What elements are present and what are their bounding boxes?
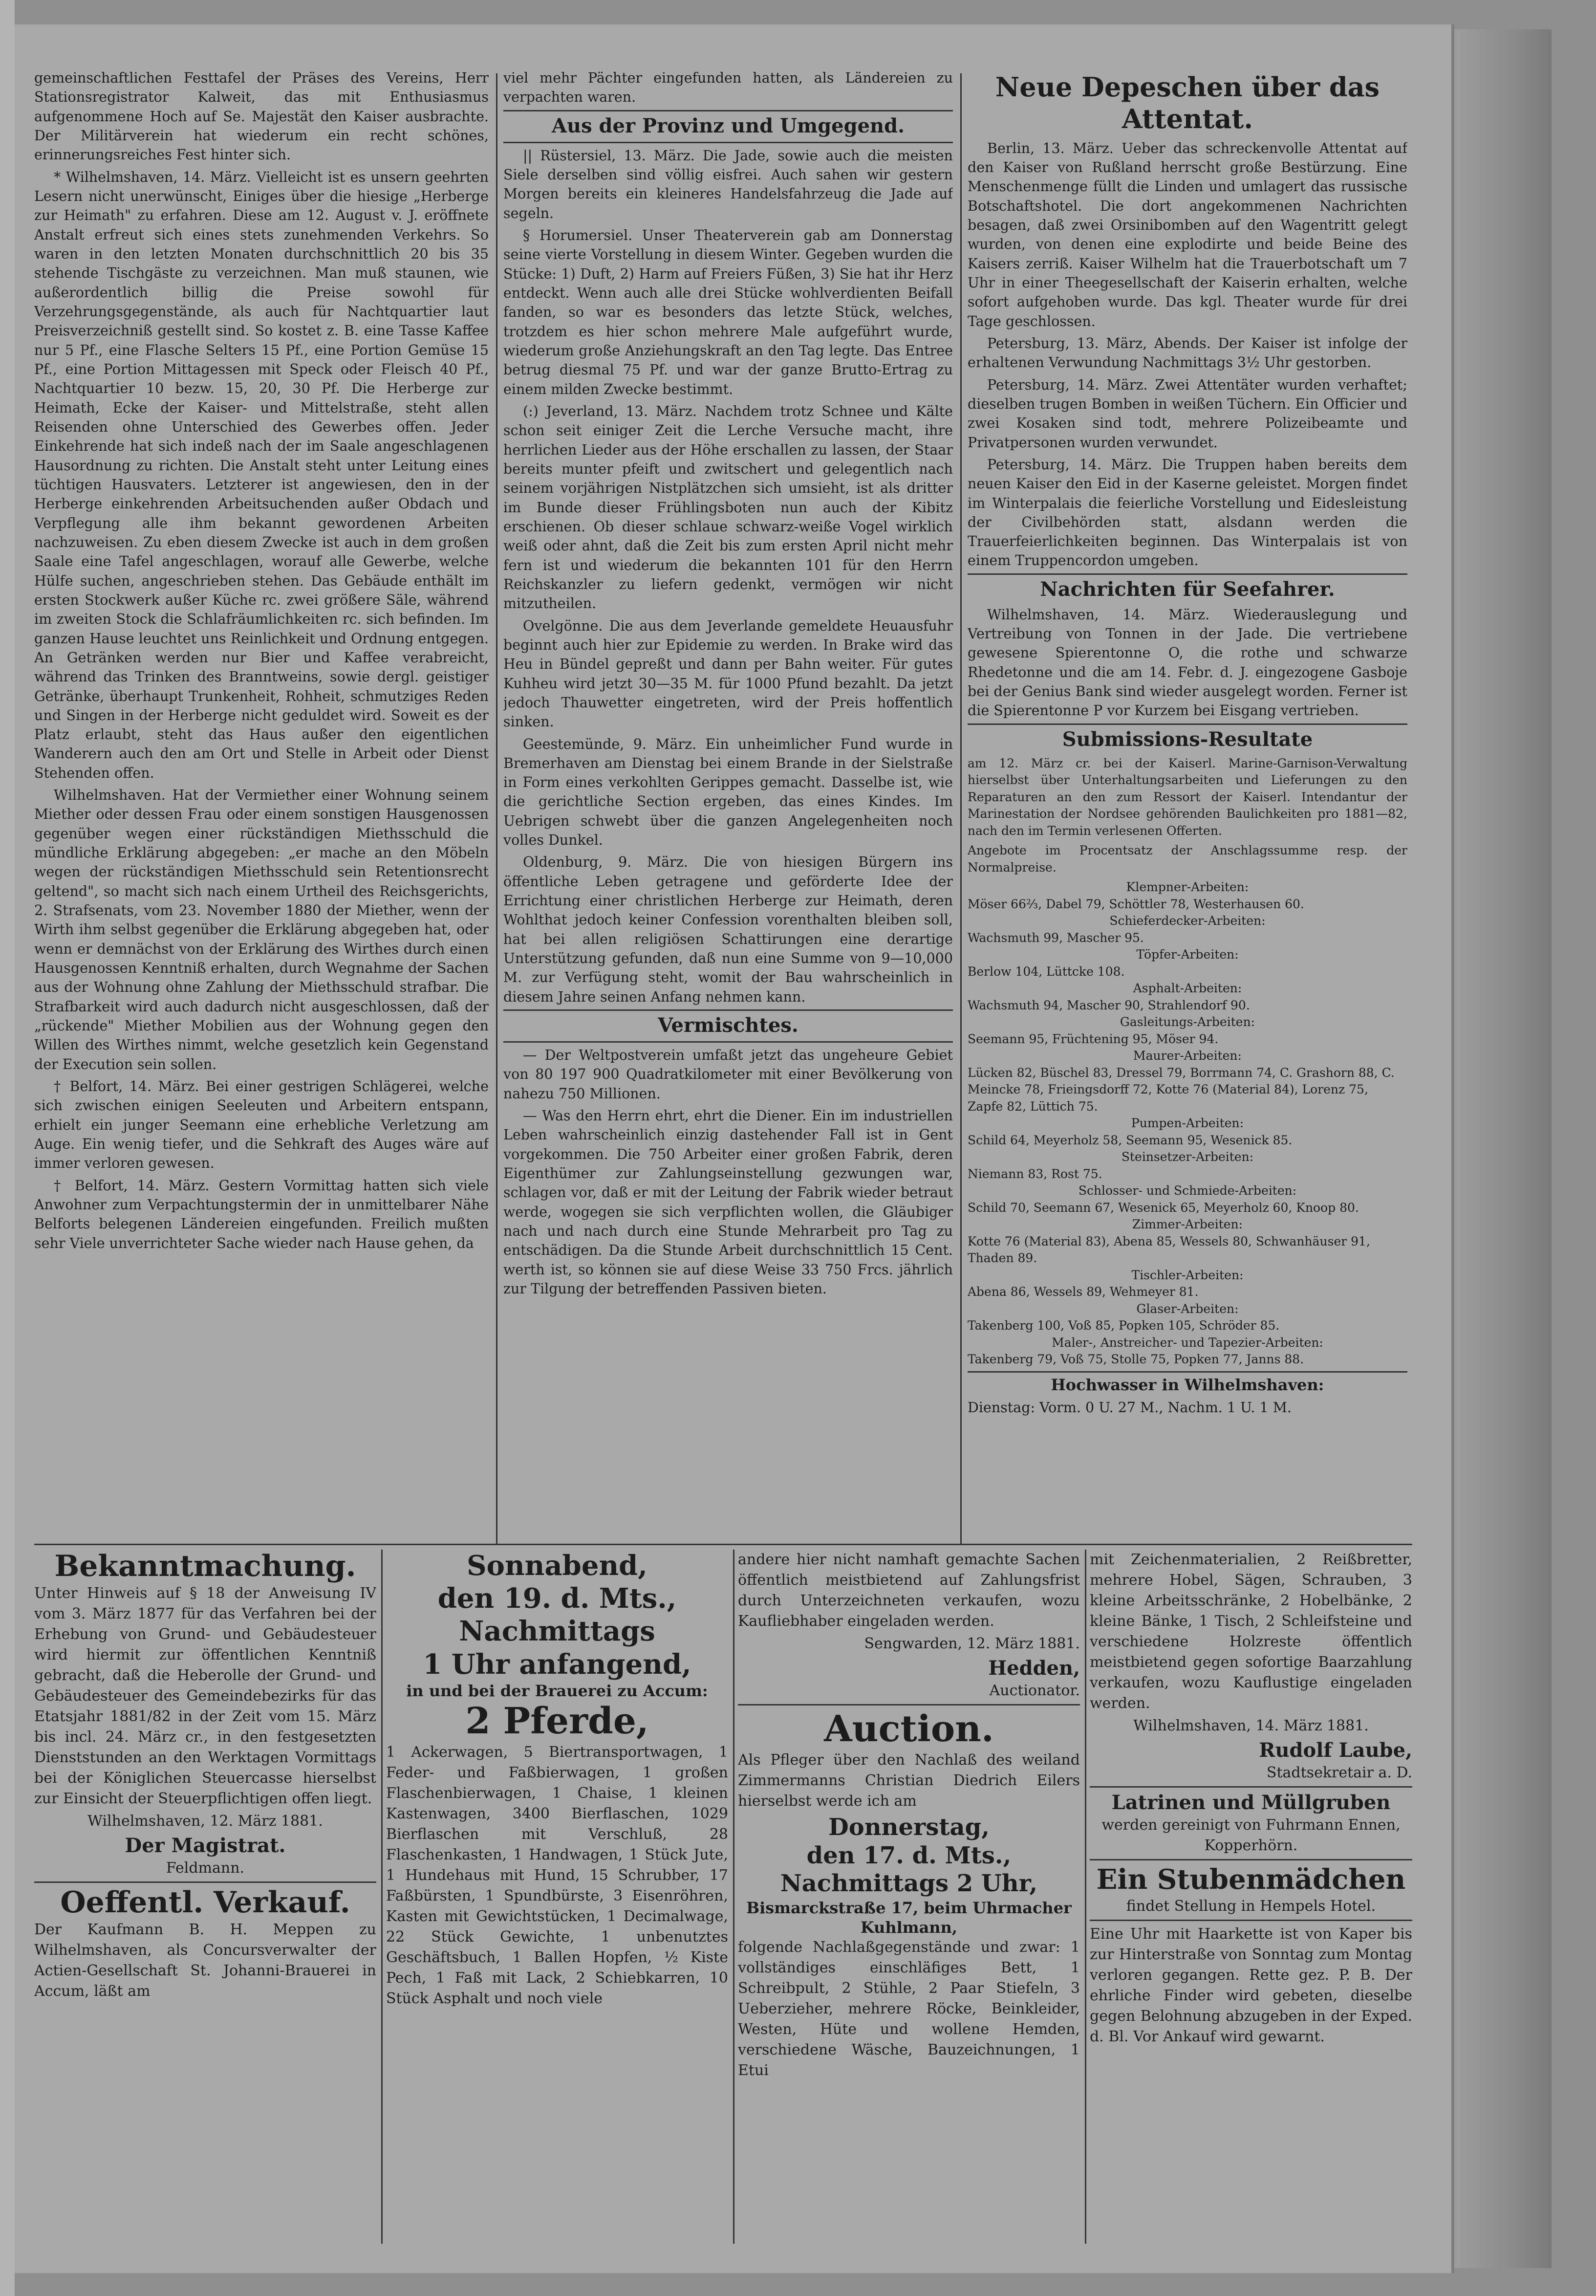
- ad-title: Bekanntmachung.: [54, 1550, 356, 1583]
- ad-title: Latrinen und Müllgruben: [1111, 1791, 1391, 1814]
- ad-divider: [733, 1550, 734, 2244]
- ad-text: findet Stellung in Hempels Hotel.: [1126, 1898, 1376, 1915]
- ad-location: Bismarckstraße 17, beim Uhrmacher Kuhlmann,: [746, 1898, 1072, 1937]
- bid-list: Niemann 83, Rost 75.: [968, 1166, 1102, 1181]
- binding-strip: [0, 0, 15, 2296]
- column-3: [968, 68, 1407, 1540]
- trade-category: Schieferdecker-Arbeiten:: [1109, 914, 1266, 928]
- trade-category: Steinsetzer-Arbeiten:: [1121, 1150, 1254, 1164]
- ad-headline: Nachmittags: [459, 1615, 655, 1648]
- trade-category: Gasleitungs-Arbeiten:: [1120, 1015, 1255, 1029]
- bid-list: Takenberg 100, Voß 85, Popken 105, Schröder 85.: [968, 1318, 1280, 1333]
- section-heading: Submissions-Resultate: [1062, 727, 1313, 751]
- submission-intro: am 12. März cr. bei der Kaiserl. Marine-Garnison-Verwaltung hierselbst über Unterhaltungsarbeiten und Lieferungen zu den Reparaturen an den zum Ressort der Kaiserl. Intendantur der Marinestation der Nordsee gehörenden Baulichkeiten pro 1881—82, nach den im Termin verlesenen Offerten.: [968, 756, 1407, 838]
- submission-results: [968, 755, 1407, 1368]
- ad-name: Feldmann.: [166, 1859, 245, 1877]
- article-text: § Horumersiel. Unser Theaterverein gab am Donnerstag seine vierte Vorstellung in diesem Winter. Gegeben wurden die Stücke: 1) Duft, 2) Harm auf Freiers Füßen, 3) Sie hat ihr Herz entdeckt. Wenn auch alle drei Stücke wohlverdienten Beifall fanden, so war es besonders das letzte Stück, welches, trotzdem es hier schon mehrere Male aufgeführt wurde, wiederum große Anziehungskraft an den Tag legte. Das Entree betrug diesmal 75 Pf. und war der ganze Brutto-Ertrag zu einem milden Zwecke bestimmt.: [503, 227, 953, 397]
- ad-signature: Rudolf Laube,: [1259, 1739, 1412, 1762]
- ad-text: folgende Nachlaßgegenstände und zwar: 1 vollständiges einschläfiges Bett, 1 Schreibpult, 2 Stühle, 2 Paar Stiefeln, 3 Ueberzieher, mehrere Röcke, Beinkleider, Westen, Hüte und wollene Hemden, verschiedene Wäsche, Bauzeichnungen, 1 Etui: [738, 1938, 1080, 2079]
- ad-headline: Donnerstag,: [828, 1814, 990, 1841]
- divider: [968, 723, 1407, 725]
- ads-divider: [34, 1544, 1412, 1545]
- page-edge: [1454, 29, 1552, 2268]
- ad-signature: Der Magistrat.: [125, 1834, 286, 1857]
- divider: [503, 1009, 953, 1011]
- ad-headline: 2 Pferde,: [465, 1700, 649, 1742]
- trade-category: Pumpen-Arbeiten:: [1131, 1116, 1244, 1131]
- divider: [503, 110, 953, 111]
- ad-headline: den 19. d. Mts.,: [437, 1582, 677, 1615]
- bid-list: Takenberg 79, Voß 75, Stolle 75, Popken 77, Janns 88.: [968, 1352, 1304, 1367]
- article-text: † Belfort, 14. März. Bei einer gestrigen Schlägerei, welche sich zwischen einigen Seeleuten und Arbeitern entspann, erhielt ein junger Seemann eine erhebliche Verletzung am Auge. Ein wenig tiefer, und die Sehkraft des Auges wäre auf immer verloren gewesen.: [34, 1078, 489, 1172]
- article-text: Oldenburg, 9. März. Die von hiesigen Bürgern ins öffentliche Leben getragene und geförderte Idee der Errichtung einer christlichen Herberge zur Heimath, deren Wohlthat jedoch keiner Confession vorenthalten bleiben soll, hat bei allen religiösen Schattirungen eine derartige Unterstützung gefunden, daß nun eine Summe von 9—10,000 M. zur Verfügung steht, womit der Bau wahrscheinlich in diesem Jahre seinen Anfang nehmen kann.: [503, 854, 953, 1005]
- trade-category: Klempner-Arbeiten:: [1126, 880, 1249, 895]
- article-text: gemeinschaftlichen Festtafel der Präses des Vereins, Herr Stationsregistrator Kalweit, das mit Enthusiasmus aufgenommene Hoch auf Se. Majestät den Kaiser ausbrachte. Der Militärverein hat wiederum ein recht schönes, erinnerungsreiches Fest hinter sich.: [34, 70, 489, 163]
- advertisement-1: [34, 1550, 376, 2234]
- ad-text: Als Pfleger über den Nachlaß des weiland Zimmermanns Christian Diedrich Eilers hierselbst werde ich am: [738, 1751, 1080, 1810]
- ad-divider: [1085, 1550, 1086, 2244]
- divider: [1090, 1859, 1412, 1860]
- ad-role: Stadtsekretair a. D.: [1266, 1764, 1412, 1781]
- bid-list: Berlow 104, Lüttcke 108.: [968, 964, 1125, 979]
- bid-list: Möser 66⅔, Dabel 79, Schöttler 78, Westerhausen 60.: [968, 897, 1304, 911]
- tide-times: Dienstag: Vorm. 0 U. 27 M., Nachm. 1 U. 1 M.: [968, 1399, 1292, 1416]
- section-heading: Aus der Provinz und Umgegend.: [551, 114, 905, 137]
- ad-date: Wilhelmshaven, 12. März 1881.: [87, 1813, 323, 1830]
- ad-title: Oeffentl. Verkauf.: [60, 1885, 350, 1920]
- article-text: † Belfort, 14. März. Gestern Vormittag hatten sich viele Anwohner zum Verpachtungstermin der in unmittelbarer Nähe Belforts belegenen Ländereien eingefunden. Freilich mußten sehr Viele unverrichteter Sache wieder nach Hause gehen, da: [34, 1177, 489, 1251]
- divider: [34, 1881, 376, 1883]
- ad-divider: [381, 1550, 383, 2244]
- section-heading: Vermischtes.: [658, 1014, 798, 1037]
- article-text: (:) Jeverland, 13. März. Nachdem trotz Schnee und Kälte schon seit einiger Zeit die Lerche Versuche macht, ihre herrlichen Lieder aus der Höhe erschallen zu lassen, der Staar bereits munter pfeift und zwitschert und gelegentlich nach seinem vorjährigen Nistplätzchen sich umsieht, ist als dritter im Bunde dieser Frühlingsboten nun auch der Kibitz erschienen. Ob dieser schlaue schwarz-weiße Vogel wirklich weiß oder ahnt, daß die Zeit bis zum ersten April nicht mehr fern ist und wiederum die bekannten 101 für den Herrn Reichskanzler zu liefern gedenkt, vermögen wir nicht mitzutheilen.: [503, 403, 953, 612]
- article-text: Petersburg, 14. März. Die Truppen haben bereits dem neuen Kaiser den Eid in der Kaserne geleistet. Morgen findet im Winterpalais die feierliche Vorstellung und Eidesleistung der Civilbehörden statt, alsdann werden die Trauerfeierlichkeiten beginnen. Das Winterpalais ist von einem Truppencordon umgeben.: [968, 456, 1407, 569]
- section-heading: Hochwasser in Wilhelmshaven:: [1051, 1375, 1324, 1394]
- ad-headline: Sonnabend,: [467, 1550, 647, 1582]
- submission-note: Angebote im Procentsatz der Anschlagssumme resp. der Normalpreise.: [968, 843, 1407, 875]
- bid-list: Lücken 82, Büschel 83, Dressel 79, Borrmann 74, C. Grashorn 88, C. Meincke 78, Frieingsdorff 72, Kotte 76 (Material 84), Lorenz 75, Zapfe 82, Lüttich 75.: [968, 1065, 1395, 1114]
- bid-list: Seemann 95, Früchtening 95, Möser 94.: [968, 1031, 1219, 1046]
- bid-list: Schild 64, Meyerholz 58, Seemann 95, Wesenick 85.: [968, 1133, 1293, 1147]
- article-text: Petersburg, 13. März, Abends. Der Kaiser ist infolge der erhaltenen Verwundung Nachmittags 3½ Uhr gestorben.: [968, 335, 1407, 371]
- ad-title: Ein Stubenmädchen: [1096, 1863, 1406, 1896]
- trade-category: Tischler-Arbeiten:: [1131, 1268, 1244, 1282]
- advertisement-3: [738, 1550, 1080, 2234]
- ad-text: 1 Ackerwagen, 5 Biertransportwagen, 1 Feder- und Faßbierwagen, 1 großen Flaschenbierwagen, 1 Chaise, 1 kleinen Kastenwagen, 3400 Bierflaschen, 1029 Bierflaschen mit Verschluß, 28 Flaschenkasten, 1 Handwagen, 1 Stück Jute, 1 Hundehaus mit Hund, 15 Schrubber, 17 Faßbürsten, 1 Spundbürste, 3 Eisenröhren, Kasten mit Gewichtstücken, 1 Decimalwage, 22 Stück Gewichte, 1 unbenutztes Geschäftsbuch, 1 Ballen Hopfen, ½ Kiste Pech, 1 Faß mit Lack, 2 Schiebkarren, 10 Stück Asphalt und noch viele: [386, 1743, 728, 2007]
- article-text: * Wilhelmshaven, 14. März. Vielleicht ist es unsern geehrten Lesern nicht unerwünscht, Einiges über die hiesige „Herberge zur Heimath" zu erfahren. Diese am 12. August v. J. eröffnete Anstalt erfreut sich eines stets zunehmenden Verkehrs. So waren in den letzten Monaten durchschnittlich 20 bis 35 stehende Tischgäste zu verzeichnen. Man muß staunen, wie außerordentlich billig die Preise sowohl für Verzehrungsgegenstände, als auch für Nachtquartier laut Preisverzeichniß gestellt sind. So kostet z. B. eine Tasse Kaffee nur 5 Pf., eine Flasche Selters 15 Pf., eine Portion Gemüse 15 Pf., eine Portion Mittagessen mit Speck oder Fleisch 40 Pf., Nachtquartier 10 bezw. 15, 20, 30 Pf. Die Herberge zur Heimath, Ecke der Kaiser- und Mittelstraße, steht allen Reisenden ohne Unterschied des Gewerbes offen. Jeder Einkehrende hat sich indeß nach der im Saale angeschlagenen Hausordnung zu richten. Die Anstalt steht unter Leitung eines tüchtigen Hausvaters. Letzterer ist angewiesen, den in der Herberge einkehrenden Arbeitsuchenden außer Obdach und Verpflegung alle ihm bekannt gewordenen Arbeiten nachzuweisen. Zu eben diesem Zwecke ist auch in dem großen Saale eine Tafel angeschlagen, worauf alle Gewerbe, welche Hülfe suchen, angeschrieben stehen. Das Gebäude enthält im ersten Stockwerk außer Küche rc. zwei größere Säle, während im zweiten Stock die Schlafräumlichkeiten rc. sich befinden. Im ganzen Hause leuchtet uns Reinlichkeit und Ordnung entgegen. An Getränken werden nur Bier und Kaffee verabreicht, während das Trinken des Branntweins, sowie dergl. geistiger Getränke, überhaupt Trunkenheit, Rohheit, schmutziges Reden und Singen in der Herberge nicht geduldet wird. Soweit es der Platz erlaubt, steht das Haus außer den eigentlichen Wanderern auch den am Ort und Stelle in Arbeit oder Dienst Stehenden offen.: [34, 169, 489, 781]
- article-text: Wilhelmshaven, 14. März. Wiederauslegung und Vertreibung von Tonnen in der Jade. Die vertriebene gewesene Spierentonne O, die rothe und schwarze Rhedetonne und die am 14. Febr. d. J. eingezogene Gasboje bei der Genius Bank sind wieder ausgelegt worden. Ferner ist die Spierentonne P vor Kurzem bei Eisgang vertrieben.: [968, 606, 1407, 719]
- ad-text: Eine Uhr mit Haarkette ist von Kaper bis zur Hinterstraße von Sonntag zum Montag verloren gegangen. Rette gez. P. B. Der ehrliche Finder wird gebeten, dieselbe gegen Belohnung abzugeben in der Exped. d. Bl. Vor Ankauf wird gewarnt.: [1090, 1925, 1412, 2046]
- divider: [738, 1704, 1080, 1706]
- bid-list: Schild 70, Seemann 67, Wesenick 65, Meyerholz 60, Knoop 80.: [968, 1200, 1359, 1215]
- trade-category: Maurer-Arbeiten:: [1133, 1049, 1242, 1063]
- column-1: [34, 68, 489, 1540]
- ad-headline: Nachmittags 2 Uhr,: [780, 1870, 1038, 1898]
- ad-role: Auctionator.: [989, 1682, 1080, 1699]
- section-heading: Nachrichten für Seefahrer.: [1040, 577, 1335, 601]
- trade-category: Glaser-Arbeiten:: [1136, 1301, 1239, 1316]
- bid-list: Wachsmuth 94, Mascher 90, Strahlendorf 90.: [968, 998, 1250, 1012]
- advertisement-2: [386, 1550, 728, 2234]
- article-text: viel mehr Pächter eingefunden hatten, als Ländereien zu verpachten waren.: [503, 70, 953, 106]
- ad-date: Sengwarden, 12. März 1881.: [864, 1635, 1080, 1652]
- section-heading: Neue Depeschen über das Attentat.: [995, 71, 1380, 134]
- trade-category: Maler-, Anstreicher- und Tapezier-Arbeiten:: [1052, 1335, 1323, 1350]
- bid-list: Kotte 76 (Material 83), Abena 85, Wessels 80, Schwanhäuser 91, Thaden 89.: [968, 1234, 1370, 1266]
- column-2: [503, 68, 953, 1540]
- trade-category: Schlosser- und Schmiede-Arbeiten:: [1078, 1183, 1297, 1198]
- ad-text: werden gereinigt von Fuhrmann Ennen, Kopperhörn.: [1101, 1816, 1401, 1854]
- article-text: || Rüstersiel, 13. März. Die Jade, sowie auch die meisten Siele derselben sind völlig eisfrei. Auch sahen wir gestern Morgen bereits ein kleineres Handelsfahrzeug die Jade auf segeln.: [503, 147, 953, 221]
- trade-category: Zimmer-Arbeiten:: [1132, 1217, 1243, 1232]
- divider: [503, 142, 953, 143]
- ad-location: in und bei der Brauerei zu Accum:: [406, 1681, 708, 1700]
- divider: [1090, 1920, 1412, 1921]
- divider: [968, 1371, 1407, 1373]
- column-divider: [960, 73, 962, 1545]
- ad-text: mit Zeichenmaterialien, 2 Reißbretter, mehrere Hobel, Sägen, Schrauben, 3 kleine Arbeitsschränke, 2 Hobelbänke, 2 kleine Bänke, 1 Tisch, 2 Schleifsteine und verschiedene Holzreste öffentlich meistbietend gegen sofortige Baarzahlung verkaufen, wozu Kauflustige eingeladen werden.: [1090, 1551, 1412, 1712]
- trade-category: Töpfer-Arbeiten:: [1136, 947, 1239, 962]
- article-text: Berlin, 13. März. Ueber das schreckenvolle Attentat auf den Kaiser von Rußland herrscht große Bestürzung. Eine Menschenmenge füllt die Linden und umlagert das russische Botschaftshotel. Die dort angekommenen Nachrichten besagen, daß zwei Orsinibomben auf den Wagentritt gelegt wurden, von denen eine explodirte und beide Beine des Kaisers zerriß. Kaiser Wilhelm hat die Trauerbotschaft um 7 Uhr in einer Theegesellschaft der Kaiserin erhalten, welche sofort aufgehoben wurde. Das kgl. Theater wurde für drei Tage geschlossen.: [968, 140, 1407, 329]
- bid-list: Abena 86, Wessels 89, Wehmeyer 81.: [968, 1285, 1199, 1299]
- ad-signature: Hedden,: [988, 1657, 1080, 1680]
- article-text: Wilhelmshaven. Hat der Vermiether einer Wohnung seinem Miether oder dessen Frau oder einem sonstigen Hausgenossen gegenüber wegen einer rückständigen Miethsschuld die mündliche Erklärung abgegeben: „er mache an den Möbeln wegen der rückständigen Miethsschuld sein Retentionsrecht geltend", so macht sich nach einem Urtheil des Reichsgerichts, 2. Strafsenats, vom 23. November 1880 der Miether, wenn der Wirth ihm selbst gegenüber die Erklärung abgegeben hat, oder wenn er demnächst von der Erklärung des Wirthes durch einen Hausgenossen Kenntniß erhalten, durch Wegnahme der Sachen aus der Wohnung ohne Zahlung der Miethsschuld strafbar. Die Strafbarkeit wird auch dadurch nicht ausgeschlossen, daß der „rückende" Miether Mobilien aus der Wohnung gegen den Willen des Wirthes nimmt, welche gesetzlich kein Gegenstand der Execution sein sollen.: [34, 787, 489, 1072]
- ad-headline: den 17. d. Mts.,: [806, 1841, 1012, 1869]
- divider: [503, 1041, 953, 1043]
- divider: [1090, 1786, 1412, 1788]
- bid-list: Wachsmuth 99, Mascher 95.: [968, 930, 1144, 945]
- ad-date: Wilhelmshaven, 14. März 1881.: [1133, 1717, 1369, 1734]
- trade-category: Asphalt-Arbeiten:: [1133, 981, 1242, 996]
- advertisement-4: [1090, 1550, 1412, 2234]
- ad-title: Auction.: [824, 1708, 994, 1750]
- ad-headline: 1 Uhr anfangend,: [423, 1648, 691, 1681]
- article-text: Ovelgönne. Die aus dem Jeverlande gemeldete Heuausfuhr beginnt auch hier zur Epidemie zu werden. In Brake wird das Heu in Bündel gepreßt und dann per Bahn weiter. Für gutes Kuhheu wird jetzt 30—35 M. für 1000 Pfund bezahlt. Da jetzt jedoch Thauwetter eingetreten, wird der Preis hoffentlich sinken.: [503, 617, 953, 730]
- article-text: — Was den Herrn ehrt, ehrt die Diener. Ein im industriellen Leben wahrscheinlich einzig dastehender Fall ist in Gent vorgekommen. Die 750 Arbeiter einer großen Fabrik, deren Eigenthümer zur Zahlungseinstellung gezwungen war, schlagen vor, daß er mit der Leitung der Fabrik wieder betraut werde, wogegen sie sich verpflichten wollen, die Gläubiger nach und nach durch eine Stunde Mehrarbeit pro Tag zu entschädigen. Da die Stunde Arbeit durchschnittlich 15 Cent. werth ist, so können sie auf diese Weise 33 750 Frcs. jährlich zur Tilgung der betreffenden Passiven bieten.: [503, 1108, 953, 1297]
- article-text: Geestemünde, 9. März. Ein unheimlicher Fund wurde in Bremerhaven am Dienstag bei einem Brande in der Sielstraße in Form eines verkohlten Gerippes gemacht. Dasselbe ist, wie die gerichtliche Section ergeben, das eines Kindes. Im Uebrigen schwebt über die ganzen Angelegenheiten noch volles Dunkel.: [503, 736, 953, 849]
- column-divider: [496, 73, 497, 1545]
- article-text: — Der Weltpostverein umfaßt jetzt das ungeheure Gebiet von 80 197 900 Quadratkilometer mit einer Bevölkerung von nahezu 750 Millionen.: [503, 1047, 953, 1102]
- ad-text: andere hier nicht namhaft gemachte Sachen öffentlich meistbietend auf Zahlungsfrist durch Unterzeichneten verkaufen, wozu Kaufliebhaber eingeladen werden.: [738, 1551, 1080, 1630]
- newspaper-page: [15, 24, 1451, 2273]
- article-text: Petersburg, 14. März. Zwei Attentäter wurden verhaftet; dieselben trugen Bomben in weißen Tüchern. Ein Officier und zwei Kosaken sind todt, mehrere Polizeibeamte und Privatpersonen wurden verwundet.: [968, 376, 1407, 451]
- ad-text: Unter Hinweis auf § 18 der Anweisung IV vom 3. März 1877 für das Verfahren bei der Erhebung von Grund- und Gebäudesteuer wird hiermit zur öffentlichen Kenntniß gebracht, daß die Heberolle der Grund- und Gebäudesteuer des Gemeindebezirks für das Etatsjahr 1881/82 in der Zeit vom 15. März bis incl. 24. März cr., in den festgesetzten Dienststunden an den Werktagen Vormittags bei der Königlichen Steuercasse hierselbst zur Einsicht der Steuerpflichtigen offen liegt.: [34, 1585, 376, 1807]
- ad-text: Der Kaufmann B. H. Meppen zu Wilhelmshaven, als Concursverwalter der Actien-Gesellschaft St. Johanni-Brauerei in Accum, läßt am: [34, 1921, 376, 2000]
- divider: [968, 573, 1407, 575]
